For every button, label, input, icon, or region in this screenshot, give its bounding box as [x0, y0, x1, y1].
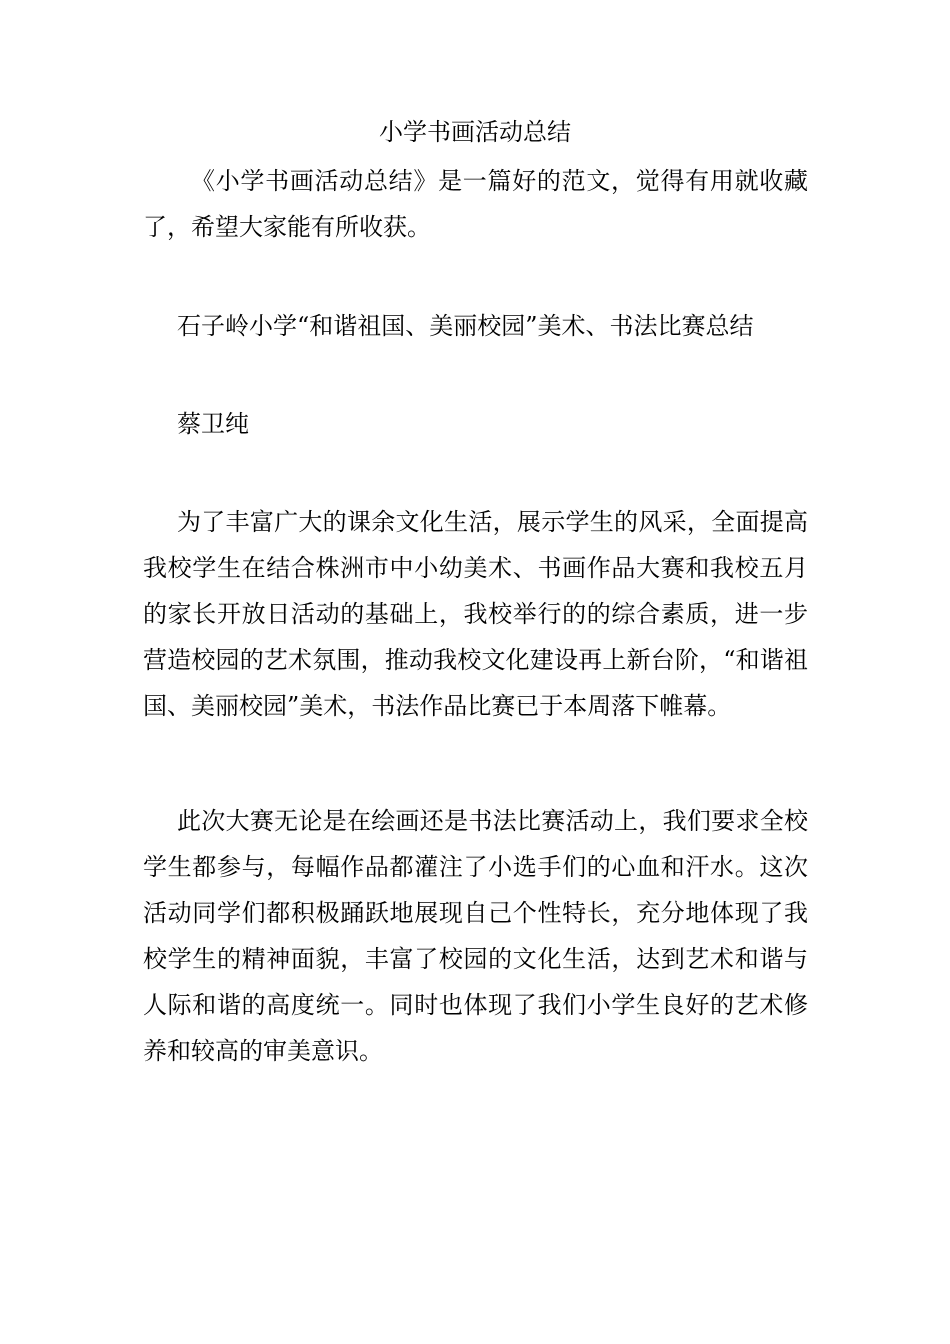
intro-paragraph: 《小学书画活动总结》是一篇好的范文，觉得有用就收藏了，希望大家能有所收获。 [143, 167, 808, 241]
body-paragraph-2: 此次大赛无论是在绘画还是书法比赛活动上，我们要求全校学生都参与，每幅作品都灌注了小选手们的心血和汗水。这次活动同学们都积极踊跃地展现自己个性特长，充分地体现了我校学生的精神面貌，丰富了校园的文化生活，达到艺术和谐与人际和谐的高度统一。同时也体现了我们小学生良好的艺术修养和较高的审美意识。 [143, 807, 808, 1065]
document-title: 小学书画活动总结 [379, 118, 571, 146]
body-paragraph-1: 为了丰富广大的课余文化生活，展示学生的风采，全面提高我校学生在结合株洲市中小幼美术、书画作品大赛和我校五月的家长开放日活动的基础上，我校举行的的综合素质，进一步营造校园的艺术氛围，推动我校文化建设再上新台阶，“和谐祖国、美丽校园”美术，书法作品比赛已于本周落下帷幕。 [143, 508, 808, 720]
author-name: 蔡卫纯 [177, 410, 249, 438]
article-subtitle: 石子岭小学“和谐祖国、美丽校园”美术、书法比赛总结 [177, 312, 754, 340]
